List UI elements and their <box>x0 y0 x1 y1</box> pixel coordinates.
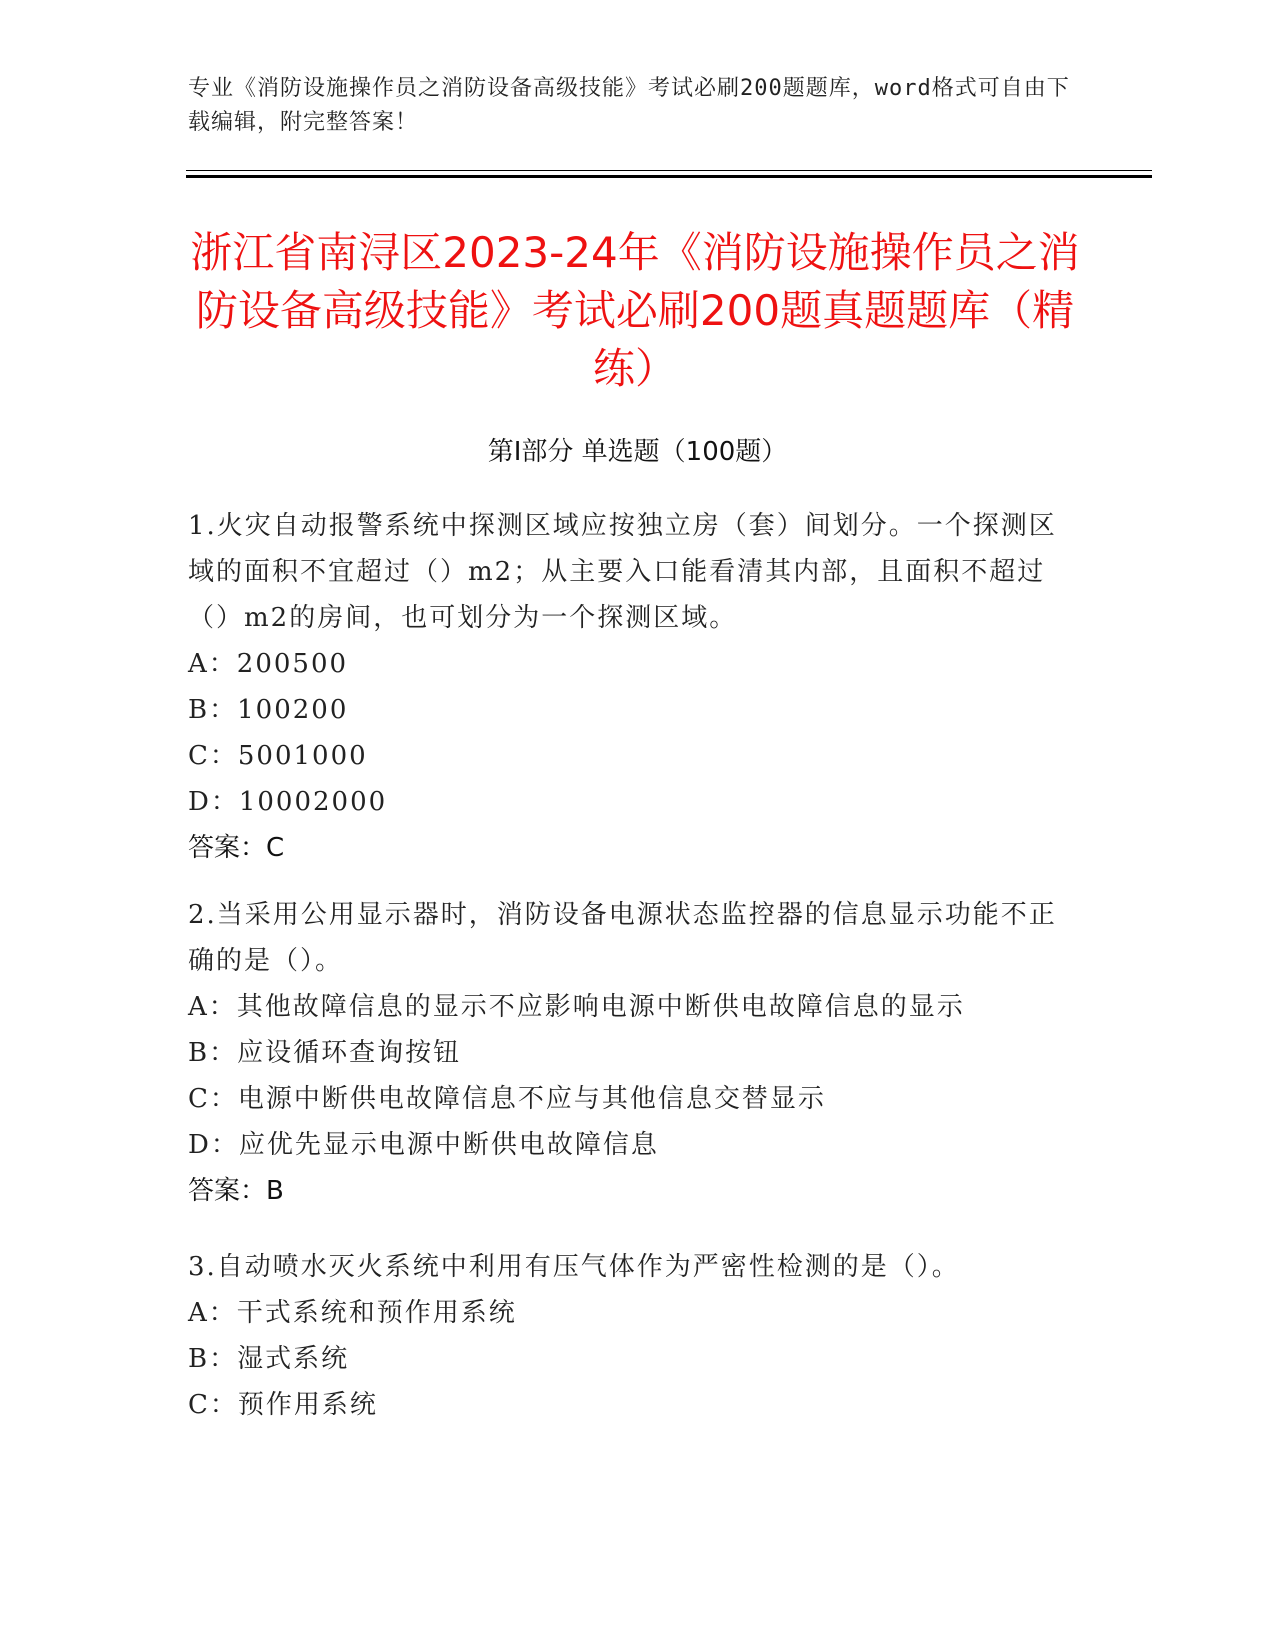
option-a: A：其他故障信息的显示不应影响电源中断供电故障信息的显示 <box>188 992 965 1022</box>
option-a: A：200500 <box>188 649 349 679</box>
option-a: A：干式系统和预作用系统 <box>188 1298 517 1328</box>
question-text: 2.当采用公用显示器时，消防设备电源状态监控器的信息显示功能不正确的是（）。 <box>188 900 1057 976</box>
option-b: B：湿式系统 <box>188 1344 350 1374</box>
answer-line: 答案：C <box>188 833 285 863</box>
option-b: B：100200 <box>188 695 349 725</box>
document-title: 浙江省南浔区2023-24年《消防设施操作员之消防设备高级技能》考试必刷200题真题题库（精练） <box>190 228 1080 393</box>
option-b: B：应设循环查询按钮 <box>188 1038 462 1068</box>
question-3 <box>188 1244 1068 1428</box>
question-text: 1.火灾自动报警系统中探测区域应按独立房（套）间划分。一个探测区域的面积不宜超过（）m2；从主要入口能看清其内部，且面积不超过（）m2的房间，也可划分为一个探测区域。 <box>188 511 1057 633</box>
question-text: 3.自动喷水灭火系统中利用有压气体作为严密性检测的是（）。 <box>188 1252 960 1282</box>
question-2 <box>188 892 1068 1214</box>
section-heading: 第I部分 单选题（100题） <box>487 437 788 467</box>
option-d: D：10002000 <box>188 787 388 817</box>
option-c: C：预作用系统 <box>188 1390 378 1420</box>
answer-line: 答案：B <box>188 1176 284 1206</box>
option-c: C：电源中断供电故障信息不应与其他信息交替显示 <box>188 1084 826 1114</box>
header-divider-thin <box>186 170 1152 171</box>
option-d: D：应优先显示电源中断供电故障信息 <box>188 1130 659 1160</box>
header-note: 专业《消防设施操作员之消防设备高级技能》考试必刷200题题库，word格式可自由下载编辑，附完整答案！ <box>188 76 1070 135</box>
question-1 <box>188 503 1068 871</box>
header-divider-thick <box>186 175 1152 178</box>
option-c: C：5001000 <box>188 741 368 771</box>
